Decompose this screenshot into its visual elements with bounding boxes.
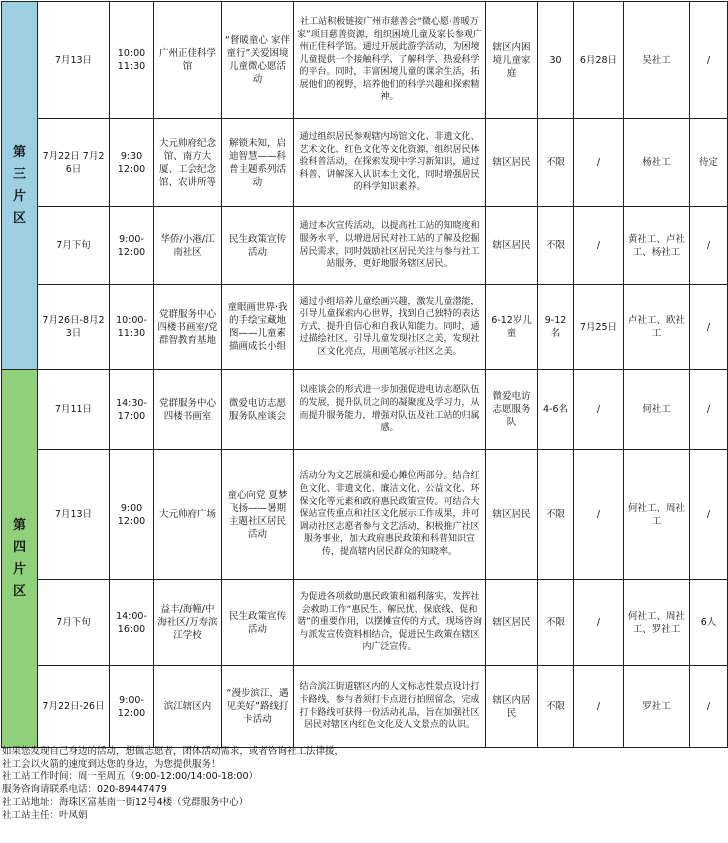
activity-date [38, 580, 110, 666]
activity-date [38, 207, 110, 285]
activity-name-text: 童心向党 夏梦飞扬——暑期主题社区居民活动 [227, 489, 288, 540]
activity-date [38, 2, 110, 119]
activity-date [38, 666, 110, 748]
activity-content-text: 社工站积极链接广州市慈善会“微心愿·善暖万家”项目慈善资源，组织困境儿童及家长参观广州正佳科学馆。通过开展此游学活动，为困境儿童提供一个接触科学、了解科学、热爱科学的平台。同时，丰富困境儿童的课余生活，拓展他们的视野，培养他们的科学兴趣和探索精神。 [297, 16, 482, 103]
responsible-staff [624, 450, 690, 580]
activity-time [110, 285, 154, 370]
signup-deadline [574, 370, 624, 450]
activity-target-text: 辖区内困境儿童家庭 [492, 41, 531, 79]
activity-name-text: 民生政策宣传活动 [228, 233, 286, 258]
activity-content [294, 666, 486, 748]
activity-count [538, 580, 574, 666]
activity-venue [154, 2, 222, 119]
signup-deadline-text: / [596, 701, 601, 712]
signup-deadline [574, 285, 624, 370]
activity-content-text: 结合滨江街道辖区内的人文标志性景点设计打卡路线，参与者须打卡点进行拍照留念，完成打卡路线可获得一份活动礼品，旨在加强社区居民对辖区内红色文化及人文景点的认识。 [299, 682, 480, 731]
table-row [2, 370, 728, 450]
footer-line: 社工站主任：叶凤娟 [2, 809, 88, 821]
activity-note [690, 370, 728, 450]
activity-name-text: 民生政策宣传活动 [228, 610, 286, 635]
activity-name [222, 370, 294, 450]
activity-time [110, 370, 154, 450]
footer-line: 社工站工作时间：周一至周五（9:00-12:00/14:00-18:00） [2, 771, 259, 783]
activity-count-text: 不限 [545, 701, 565, 712]
responsible-staff-text: 卢社工、欧社工 [627, 315, 685, 339]
activity-count-text: 不限 [545, 157, 565, 168]
footer-line: 服务咨询请联系电话：020-89447479 [2, 784, 167, 796]
activity-target [486, 666, 538, 748]
activity-note [690, 207, 728, 285]
activity-date-text: 7月13日 [54, 54, 93, 66]
activity-count [538, 370, 574, 450]
responsible-staff [624, 2, 690, 119]
activity-name-text: 童眼画世界·我的手绘宝藏地图——儿童素描画成长小组 [227, 302, 288, 352]
activity-venue [154, 285, 222, 370]
signup-deadline-text: / [596, 404, 601, 415]
activity-venue-text: 党群服务中心四楼书画室 [158, 397, 216, 422]
activity-venue [154, 207, 222, 285]
activity-content [294, 285, 486, 370]
activity-note [690, 119, 728, 207]
activity-count [538, 119, 574, 207]
activity-note-text: / [706, 404, 711, 415]
table-row [2, 207, 728, 285]
activity-venue [154, 119, 222, 207]
activity-name-text: 解锁未知，启迪智慧——科普主题系列活动 [228, 137, 286, 188]
activity-time-text: 9:00- 12:00 [117, 233, 146, 258]
activity-note-text: / [706, 701, 711, 712]
activity-count-text: 9-12名 [544, 315, 567, 339]
activity-content [294, 207, 486, 285]
activity-count-text: 不限 [545, 240, 565, 251]
activity-note [690, 2, 728, 119]
signup-deadline-text: / [596, 157, 601, 168]
activity-date-text: 7月下旬 [56, 240, 91, 251]
table-row [2, 450, 728, 580]
responsible-staff-text: 罗社工 [642, 701, 671, 712]
activity-time [110, 207, 154, 285]
activity-count [538, 666, 574, 748]
region-label-text: 第四片区 [12, 517, 26, 599]
activity-content [294, 119, 486, 207]
responsible-staff [624, 370, 690, 450]
signup-deadline [574, 2, 624, 119]
activity-venue-text: 大元帅府纪念馆、南方大厦、工会纪念馆、农讲所等 [158, 137, 216, 188]
activity-note [690, 450, 728, 580]
activity-count-text: 不限 [545, 509, 565, 520]
activity-date-text: 7月26日-8月23日 [42, 315, 105, 339]
activity-date [38, 119, 110, 207]
footer-line: 如果您发现自己身边的活动，想做志愿者，团体活动需求，或者咨询社工法律援， [2, 746, 345, 757]
activity-date [38, 285, 110, 370]
activity-target-text: 辖区居民 [492, 617, 531, 628]
responsible-staff [624, 119, 690, 207]
responsible-staff-text: 何社工、周社工、罗社工 [627, 610, 685, 635]
activity-name-text: “督暖童心 家伴童行”关爱困境儿童微心愿活动 [225, 35, 290, 85]
activity-content [294, 370, 486, 450]
responsible-staff [624, 285, 690, 370]
table-row [2, 119, 728, 207]
activity-target [486, 285, 538, 370]
table-row [2, 2, 728, 119]
signup-deadline-text: / [596, 240, 601, 251]
table-row [2, 666, 728, 748]
activity-content-text: 活动分为文艺展演和爱心摊位两部分。结合红色文化、非遗文化、廉洁文化、公益文化、环保文化等元素和政府惠民政策宣传。可结合大保站宣传重点和社区文化展示工作成果，并可调动社区志愿者参与文艺活动，积极推广社区服务事业，加大政府惠民政策和科普知识宣传，提高辖内居民群众的知晓率。 [299, 471, 480, 557]
activity-target-text: 辖区内居民 [492, 694, 531, 719]
activity-note-text: / [706, 321, 711, 333]
activity-time-text: 14:30- 17:00 [116, 397, 147, 422]
responsible-staff-text: 吴社工 [642, 54, 671, 66]
activity-date [38, 370, 110, 450]
activity-content [294, 2, 486, 119]
activity-name [222, 450, 294, 580]
activity-venue-text: 党群服务中心四楼书画室/党群智教育基地 [157, 308, 218, 346]
activity-target-text: 微爱电访志愿服务队 [492, 391, 531, 428]
activity-target-text: 辖区居民 [492, 509, 531, 520]
activity-count-text: 4-6名 [542, 404, 569, 415]
table-row [2, 285, 728, 370]
table-row [2, 580, 728, 666]
signup-deadline-text: / [596, 617, 601, 628]
signup-deadline-text: 7月25日 [579, 321, 618, 333]
activity-target [486, 207, 538, 285]
signup-deadline [574, 450, 624, 580]
activity-count [538, 207, 574, 285]
activity-date-text: 7月22日-26日 [42, 701, 105, 712]
activity-time [110, 119, 154, 207]
activity-venue [154, 580, 222, 666]
region-label-text: 第三片区 [12, 144, 26, 226]
responsible-staff [624, 666, 690, 748]
activity-name [222, 580, 294, 666]
activity-name [222, 285, 294, 370]
activity-name [222, 207, 294, 285]
activity-time [110, 580, 154, 666]
activity-time-text: 9:00 12:00 [117, 502, 146, 527]
activity-time-text: 9:00- 12:00 [117, 694, 146, 719]
activity-schedule-table [1, 1, 728, 748]
activity-target-text: 6-12岁儿童 [491, 315, 532, 339]
activity-content [294, 580, 486, 666]
activity-venue-text: 滨江辖区内 [163, 701, 212, 712]
region-label [2, 2, 38, 370]
activity-date-text: 7月13日 [54, 509, 93, 520]
activity-content-text: 通过组织居民参观辖内场馆文化、非遗文化、艺术文化、红色文化等文化资源，组织居民体验科普活动，在探索发现中学习新知识，通过科普、讲解深入认识本土文化，同时增强居民的科学知识素养。 [299, 132, 480, 193]
activity-name [222, 119, 294, 207]
responsible-staff [624, 580, 690, 666]
activity-note [690, 580, 728, 666]
responsible-staff-text: 黄社工、卢社工、杨社工 [627, 233, 685, 258]
activity-date-text: 7月下旬 [56, 617, 91, 628]
activity-date [38, 450, 110, 580]
responsible-staff-text: 杨社工 [642, 157, 671, 168]
activity-content-text: 为促进各项救助惠民政策和福利落实，发挥社会救助工作“惠民生、解民忧、保底线、促和谐”的重要作用，以摆摊宣传的方式，现场咨询与派发宣传资料相结合，促进民生政策在辖区内广泛宣传。 [297, 592, 482, 653]
activity-time-text: 9:30 12:00 [117, 150, 146, 175]
activity-content-text: 通过小组培养儿童绘画兴趣，激发儿童潜能，引导儿童探索内心世界，找到自己独特的表达方式，提升自信心和自我认知能力。同时，通过描绘社区，引导儿童发现社区之美，发现社区文化亮点，用画笔展示社区之美。 [299, 296, 480, 357]
activity-count-text: 30 [549, 54, 562, 66]
activity-target [486, 119, 538, 207]
signup-deadline [574, 666, 624, 748]
activity-note-text: 待定 [698, 157, 718, 168]
activity-venue-text: 益丰/海幢/中海社区/万寿滨江学校 [157, 604, 218, 641]
activity-content [294, 450, 486, 580]
signup-deadline-text: 6月28日 [579, 54, 618, 66]
activity-content-text: 通过本次宣传活动，以提高社工站的知晓度和服务水平，以增进居民对社工站的了解及挖掘居民需求，同时鼓励社区居民关注与参与社工站服务，更好地服务辖区居民。 [299, 221, 480, 270]
activity-note-text: / [706, 509, 711, 520]
region-label [2, 370, 38, 748]
signup-deadline-text: / [596, 509, 601, 520]
activity-venue [154, 370, 222, 450]
activity-note [690, 666, 728, 748]
activity-name-text: “漫步滨江，遇见美好”路线打卡活动 [226, 688, 289, 725]
signup-deadline [574, 207, 624, 285]
activity-name [222, 2, 294, 119]
activity-note-text: / [706, 240, 711, 251]
activity-note-text: / [706, 54, 711, 66]
activity-note-text: 6人 [700, 617, 717, 628]
activity-name [222, 666, 294, 748]
activity-venue [154, 666, 222, 748]
responsible-staff-text: 何社工、周社工 [627, 502, 685, 527]
activity-venue-text: 广州正佳科学馆 [158, 48, 216, 72]
activity-venue [154, 450, 222, 580]
activity-time [110, 450, 154, 580]
activity-count [538, 450, 574, 580]
activity-time-text: 10:00 11:30 [117, 48, 146, 72]
contact-footer [2, 746, 726, 822]
activity-count-text: 不限 [545, 617, 565, 628]
activity-content-text: 以座谈会的形式进一步加强促进电访志愿队伍的发展，提升队员之间的凝聚度及学习力，从而提升服务能力，增强对队伍及社工站的归属感。 [299, 385, 480, 434]
activity-date-text: 7月11日 [54, 404, 93, 415]
activity-target-text: 辖区居民 [492, 240, 531, 251]
activity-count [538, 2, 574, 119]
activity-time [110, 2, 154, 119]
activity-venue-text: 大元帅府广场 [158, 509, 216, 520]
footer-line: 社工站地址：海珠区富基南一街12号4楼（党群服务中心） [2, 796, 249, 808]
activity-time-text: 10:00- 11:30 [116, 315, 147, 339]
signup-deadline [574, 119, 624, 207]
activity-target [486, 450, 538, 580]
activity-date-text: 7月22日 7月26日 [42, 150, 105, 175]
signup-deadline [574, 580, 624, 666]
activity-name-text: 微爱电访志愿服务队座谈会 [228, 397, 286, 422]
activity-note [690, 285, 728, 370]
activity-count [538, 285, 574, 370]
responsible-staff [624, 207, 690, 285]
responsible-staff-text: 何社工 [642, 404, 671, 415]
activity-target [486, 2, 538, 119]
footer-line: 社工会以火箭的速度到达您的身边，为您提供服务！ [2, 758, 221, 770]
activity-venue-text: 华侨/小港/江南社区 [160, 233, 215, 258]
activity-time [110, 666, 154, 748]
activity-target-text: 辖区居民 [492, 157, 531, 168]
activity-time-text: 14:00- 16:00 [116, 610, 147, 635]
activity-target [486, 370, 538, 450]
activity-target [486, 580, 538, 666]
